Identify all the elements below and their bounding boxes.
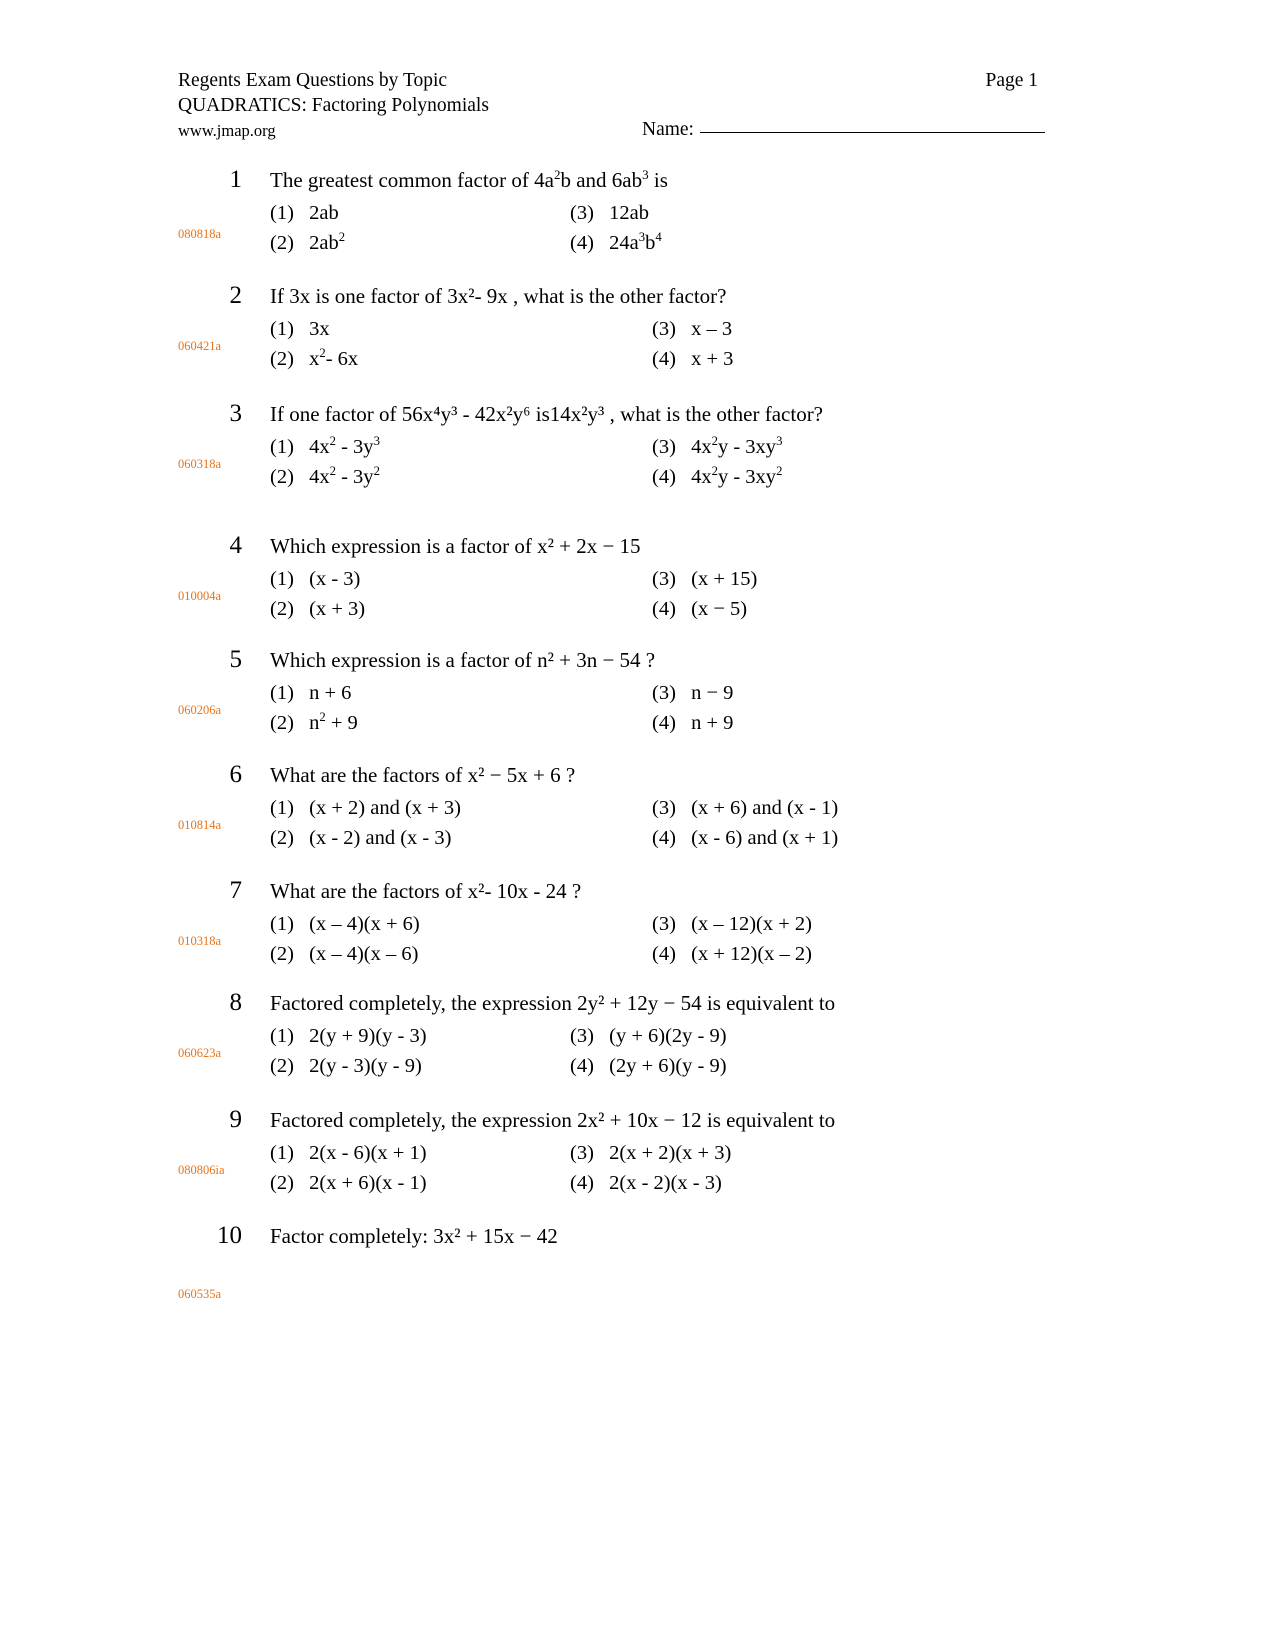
- choice-row: [270, 1051, 1078, 1081]
- page-number: Page 1: [985, 70, 1038, 91]
- answer-choice[interactable]: (1) (x + 2) and (x + 3): [270, 797, 461, 819]
- question-stem: Which expression is a factor of x² + 2x − 15: [270, 534, 641, 558]
- answer-choice[interactable]: (2) $2ab^2$: [270, 230, 346, 254]
- topic-subtitle: QUADRATICS: Factoring Polynomials: [178, 95, 489, 116]
- header-row-1: [178, 68, 1038, 93]
- answer-choice[interactable]: (3) (x + 15): [652, 568, 758, 590]
- name-input-line[interactable]: [700, 132, 1045, 133]
- answer-choice[interactable]: (1) 2(y + 9)(y - 3): [270, 1025, 427, 1047]
- answer-choice[interactable]: (2) $n^2 + 9$: [270, 710, 358, 734]
- question-number: 7: [229, 877, 242, 904]
- answer-choice[interactable]: (1) 2ab: [270, 202, 339, 224]
- document-title: Regents Exam Questions by Topic: [178, 70, 448, 91]
- choice-row: [270, 1021, 1078, 1051]
- choice-row: [270, 823, 1078, 853]
- choice-row: [270, 228, 1078, 258]
- answer-choice[interactable]: (3) (x + 6) and (x - 1): [652, 797, 839, 819]
- question-stem: Factored completely, the expression 2x² + 10x − 12 is equivalent to: [270, 1108, 836, 1132]
- answer-choice[interactable]: (2) (x - 2) and (x - 3): [270, 827, 452, 849]
- answer-choices: [270, 564, 1078, 624]
- answer-choice[interactable]: (1) (x - 3): [270, 568, 361, 590]
- question-id-code: 060623a: [178, 1046, 222, 1060]
- answer-choice[interactable]: (3) n − 9: [652, 682, 734, 704]
- question-number: 1: [229, 166, 242, 193]
- answer-choice[interactable]: (3) (y + 6)(2y - 9): [570, 1025, 727, 1047]
- choice-row: [270, 594, 1078, 624]
- choice-row: [270, 793, 1078, 823]
- choice-row: [270, 708, 1078, 738]
- question-id-code: 010814a: [178, 818, 222, 832]
- answer-choice[interactable]: (4) (x − 5): [652, 598, 748, 620]
- page-header: [178, 68, 1038, 140]
- question-id-code: 060421a: [178, 339, 222, 353]
- name-field-group: [642, 118, 1045, 142]
- choice-row: [270, 564, 1078, 594]
- choice-row: [270, 432, 1078, 462]
- question-number: 2: [229, 282, 242, 309]
- question-number: 6: [229, 761, 242, 788]
- question-number: 10: [217, 1222, 242, 1249]
- question-id-code: 060318a: [178, 457, 222, 471]
- question-id-code: 060206a: [178, 703, 222, 717]
- answer-choices: [270, 432, 1078, 492]
- answer-choice[interactable]: (1) 2(x - 6)(x + 1): [270, 1142, 427, 1164]
- choice-row: [270, 939, 1078, 969]
- answer-choices: [270, 909, 1078, 969]
- question-stem: The greatest common factor of $4a^2b$ and $6ab^3$ is: [270, 167, 668, 192]
- answer-choice[interactable]: (4) 2(x - 2)(x - 3): [570, 1172, 722, 1194]
- answer-choice[interactable]: (4) (2y + 6)(y - 9): [570, 1055, 727, 1077]
- question-number: 9: [229, 1106, 242, 1133]
- answer-choice[interactable]: (3) (x – 12)(x + 2): [652, 913, 812, 935]
- answer-choices: [270, 198, 1078, 258]
- question-id-code: 010318a: [178, 934, 222, 948]
- answer-choice[interactable]: (3) 2(x + 2)(x + 3): [570, 1142, 732, 1164]
- choice-row: [270, 678, 1078, 708]
- answer-choice[interactable]: (2) (x + 3): [270, 598, 366, 620]
- question-stem: What are the factors of x² − 5x + 6 ?: [270, 763, 576, 787]
- answer-choice[interactable]: (4) (x + 12)(x – 2): [652, 943, 812, 965]
- choice-row: [270, 1138, 1078, 1168]
- answer-choices: [270, 1021, 1078, 1081]
- question-stem: Factored completely, the expression 2y² + 12y − 54 is equivalent to: [270, 991, 836, 1015]
- answer-choice[interactable]: (3) x – 3: [652, 318, 733, 340]
- question-number: 8: [229, 989, 242, 1016]
- question-id-code: 010004a: [178, 589, 222, 603]
- choice-row: [270, 1168, 1078, 1198]
- question-number: 3: [229, 400, 242, 427]
- question-stem: What are the factors of x²- 10x - 24 ?: [270, 879, 582, 903]
- answer-choice[interactable]: (4) $4x^2y - 3xy^2$: [652, 464, 783, 488]
- question-id-code: 080806ia: [178, 1163, 225, 1177]
- question-id-code: 080818a: [178, 227, 222, 241]
- question-stem: If 3x is one factor of 3x²- 9x , what is the other factor?: [270, 284, 727, 308]
- choice-row: [270, 462, 1078, 492]
- source-url: www.jmap.org: [178, 121, 276, 140]
- question-stem: If one factor of 56x⁴y³ - 42x²y⁶ is14x²y³ , what is the other factor?: [270, 402, 824, 426]
- answer-choice[interactable]: (1) $4x^2 - 3y^3$: [270, 434, 380, 458]
- answer-choice[interactable]: (3) 12ab: [570, 202, 649, 224]
- answer-choice[interactable]: (2) $4x^2 - 3y^2$: [270, 464, 380, 488]
- answer-choice[interactable]: (4) x + 3: [652, 348, 734, 370]
- answer-choice[interactable]: (4) n + 9: [652, 712, 734, 734]
- answer-choice[interactable]: (1) n + 6: [270, 682, 352, 704]
- choice-row: [270, 344, 1078, 374]
- answer-choices: [270, 793, 1078, 853]
- answer-choice[interactable]: (1) 3x: [270, 318, 330, 340]
- choice-row: [270, 909, 1078, 939]
- name-label: Name:: [642, 119, 694, 140]
- answer-choice[interactable]: (4) (x - 6) and (x + 1): [652, 827, 839, 849]
- answer-choice[interactable]: (2) $x^2-$ 6x: [270, 346, 359, 370]
- question-number: 5: [229, 646, 242, 673]
- answer-choices: [270, 314, 1078, 374]
- choice-row: [270, 198, 1078, 228]
- answer-choice[interactable]: (2) 2(x + 6)(x - 1): [270, 1172, 427, 1194]
- question-stem: Which expression is a factor of n² + 3n − 54 ?: [270, 648, 656, 672]
- header-row-2: [178, 93, 1038, 118]
- answer-choice[interactable]: (3) $4x^2y - 3xy^3$: [652, 434, 783, 458]
- answer-choices: [270, 1138, 1078, 1198]
- answer-choice[interactable]: (4) $24a^3b^4$: [570, 230, 662, 254]
- choice-row: [270, 314, 1078, 344]
- answer-choice[interactable]: (2) (x – 4)(x – 6): [270, 943, 419, 965]
- question-id-code: 060535a: [178, 1287, 222, 1301]
- answer-choice[interactable]: (1) (x – 4)(x + 6): [270, 913, 420, 935]
- question-number: 4: [229, 532, 242, 559]
- question-stem: Factor completely: 3x² + 15x − 42: [270, 1224, 558, 1248]
- answer-choice[interactable]: (2) 2(y - 3)(y - 9): [270, 1055, 422, 1077]
- answer-choices: [270, 678, 1078, 738]
